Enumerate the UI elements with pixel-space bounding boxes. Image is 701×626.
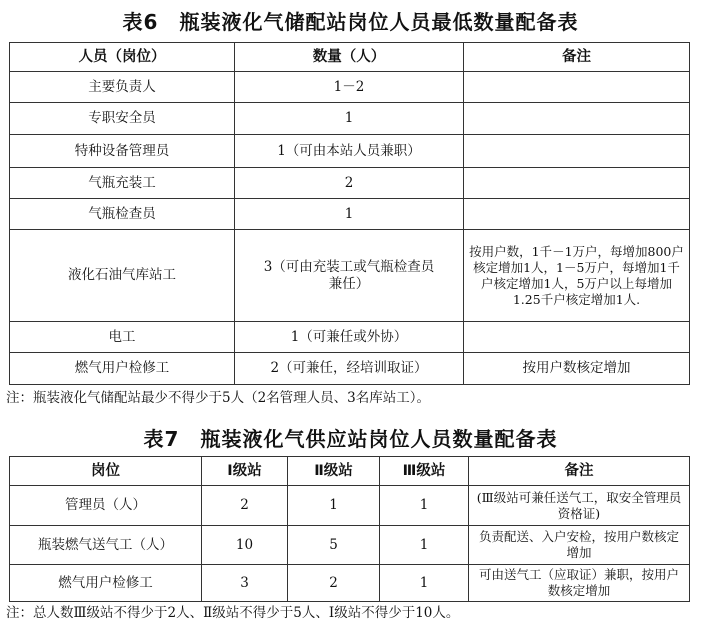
table6-note-cell: 按用户数，1千－1万户，每增加800户核定增加1人，1－5万户，每增加1千户核定增加1人，5万户以上每增加1.25千户核定增加1人. [464, 230, 690, 322]
table6-count-cell: 2 [235, 168, 464, 199]
table6-position-cell: 液化石油气库站工 [10, 230, 235, 322]
table7-note-cell: 可由送气工（应取证）兼职，按用户数核定增加 [469, 565, 690, 602]
table6-note-cell [464, 199, 690, 230]
table6 [9, 42, 690, 385]
table6-position-cell: 气瓶充装工 [10, 168, 235, 199]
table6-footnote: 注：瓶装液化气储配站最少不得少于5人（2名管理人员、3名库站工）。 [6, 390, 431, 406]
table-row [10, 135, 690, 168]
table6-position-cell: 电工 [10, 322, 235, 353]
table7-note-cell: (Ⅲ级站可兼任送气工，取安全管理员资格证) [469, 486, 690, 526]
table7-title: 表7 瓶装液化气供应站岗位人员数量配备表 [143, 427, 558, 451]
table6-position-cell: 专职安全员 [10, 103, 235, 135]
table-row [10, 199, 690, 230]
table7-header-note: 备注 [469, 457, 690, 486]
table6-header-row [10, 43, 690, 72]
table6-title: 表6 瓶装液化气储配站岗位人员最低数量配备表 [122, 10, 579, 34]
table6-note-cell [464, 135, 690, 168]
table6-header-position: 人员（岗位） [10, 43, 235, 72]
table6-note-cell [464, 72, 690, 103]
table-row [10, 103, 690, 135]
table6-header-count: 数量（人） [235, 43, 464, 72]
table-row [10, 353, 690, 385]
table-row [10, 486, 690, 526]
table6-count-cell: 1（可兼任或外协） [235, 322, 464, 353]
table7-level1-cell: 2 [202, 486, 288, 526]
table7-level1-cell: 3 [202, 565, 288, 602]
table6-position-cell: 特种设备管理员 [10, 135, 235, 168]
table-row [10, 230, 690, 322]
table6-note-cell [464, 103, 690, 135]
table6-count-cell: 2（可兼任，经培训取证） [235, 353, 464, 385]
table7-footnote: 注：总人数Ⅲ级站不得少于2人、Ⅱ级站不得少于5人、Ⅰ级站不得少于10人。 [6, 605, 460, 621]
table7-header-row [10, 457, 690, 486]
table7-header-level1: Ⅰ级站 [202, 457, 288, 486]
table-row [10, 168, 690, 199]
table6-count-cell: 1 [235, 199, 464, 230]
table7-position-cell: 管理员（人） [10, 486, 202, 526]
table7-position-cell: 燃气用户检修工 [10, 565, 202, 602]
table6-count-cell: 1（可由本站人员兼职） [235, 135, 464, 168]
table7 [9, 456, 690, 602]
table6-note-cell [464, 168, 690, 199]
table6-count-cell: 3（可由充装工或气瓶检查员兼任） [235, 230, 464, 322]
table6-position-cell: 燃气用户检修工 [10, 353, 235, 385]
table-row [10, 526, 690, 565]
table7-level3-cell: 1 [380, 565, 469, 602]
table6-note-cell [464, 322, 690, 353]
table6-position-cell: 主要负责人 [10, 72, 235, 103]
table6-header-note: 备注 [464, 43, 690, 72]
table7-level2-cell: 1 [288, 486, 380, 526]
table7-level3-cell: 1 [380, 486, 469, 526]
table-row [10, 72, 690, 103]
table7-level2-cell: 5 [288, 526, 380, 565]
table7-note-cell: 负责配送、入户安检，按用户数核定增加 [469, 526, 690, 565]
table7-header-position: 岗位 [10, 457, 202, 486]
table7-level3-cell: 1 [380, 526, 469, 565]
table6-note-cell: 按用户数核定增加 [464, 353, 690, 385]
table6-count-cell: 1 [235, 103, 464, 135]
table7-header-level3: Ⅲ级站 [380, 457, 469, 486]
table6-position-cell: 气瓶检查员 [10, 199, 235, 230]
table-row [10, 322, 690, 353]
table-row [10, 565, 690, 602]
table7-level1-cell: 10 [202, 526, 288, 565]
table7-level2-cell: 2 [288, 565, 380, 602]
table7-header-level2: Ⅱ级站 [288, 457, 380, 486]
table7-position-cell: 瓶装燃气送气工（人） [10, 526, 202, 565]
table6-count-cell: 1－2 [235, 72, 464, 103]
